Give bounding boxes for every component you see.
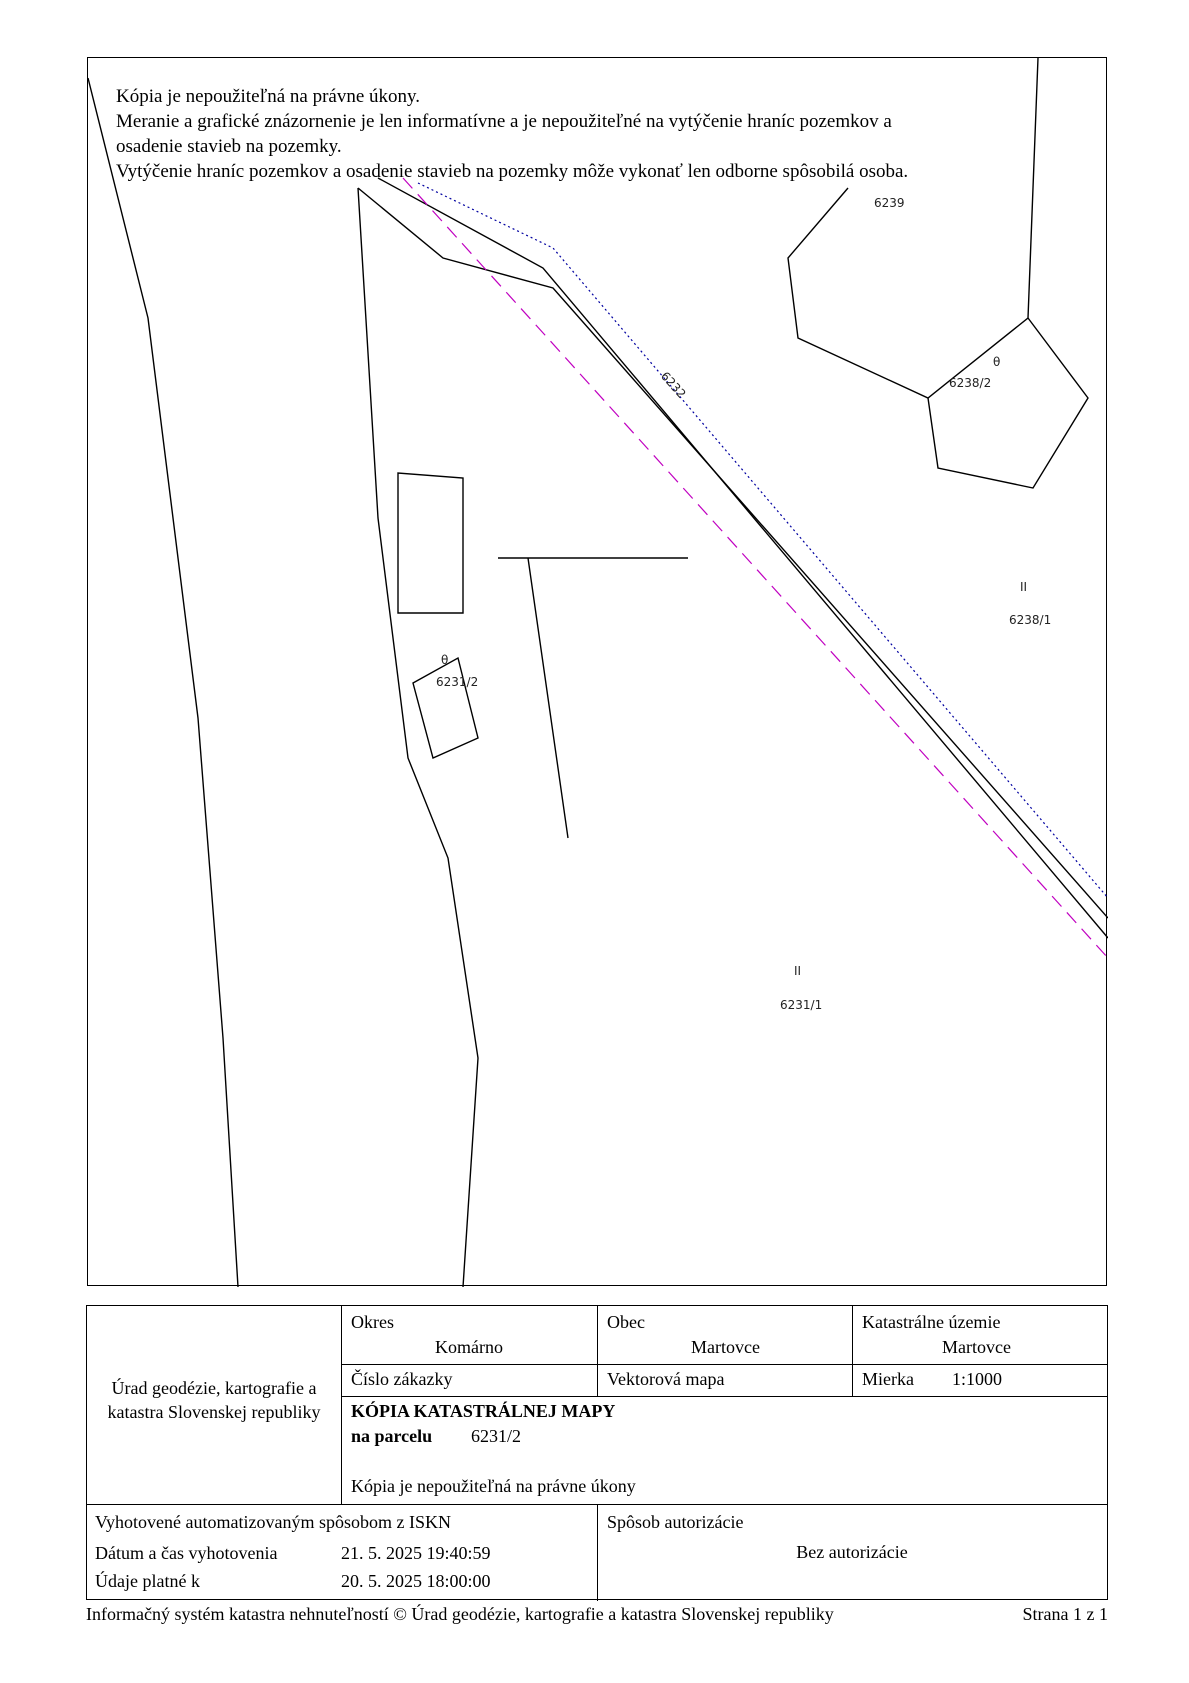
map-drawing (88, 58, 1108, 1287)
authorization-label: Spôsob autorizácie (607, 1512, 744, 1532)
obec-label: Obec (607, 1312, 645, 1332)
central-boundary-line (358, 188, 478, 1287)
notice-line: Meranie a grafické znázornenie je len informatívne a je nepoužiteľné na vytýčenie hraníc pozemkov a (116, 111, 892, 132)
left-boundary-line (88, 78, 238, 1287)
notice-line: Kópia je nepoužiteľná na právne úkony. (116, 86, 421, 107)
authorization-value: Bez autorizácie (796, 1542, 908, 1562)
road-6232-edge (378, 178, 1108, 938)
generated-label: Vyhotovené automatizovaným spôsobom z ISKN (95, 1512, 451, 1532)
dashed-boundary (403, 178, 1108, 958)
obec-value: Martovce (691, 1337, 760, 1357)
parcel-value: 6231/2 (471, 1426, 522, 1446)
okres-label: Okres (351, 1312, 394, 1332)
scale-label: Mierka (862, 1369, 914, 1389)
divider (341, 1364, 1107, 1365)
divider (341, 1396, 1107, 1397)
notice-line: Vytýčenie hraníc pozemkov a osadenie stavieb na pozemky môže vykonať len odborne spôsobilá osoba. (116, 161, 909, 182)
valid-label: Údaje platné k (95, 1571, 200, 1591)
parcel-label-6238-1: 6238/1 (1009, 613, 1052, 627)
parcel-6238-2-outline (928, 318, 1088, 488)
land-use-symbol: II (1020, 580, 1028, 594)
legal-notice (116, 84, 1076, 184)
legal-note: Kópia je nepoužiteľná na právne úkony (351, 1476, 636, 1496)
page-number: Strana 1 z 1 (1022, 1604, 1108, 1624)
road-6232-edge (358, 188, 1108, 918)
parcel-label-6231-2: 6231/2 (436, 675, 479, 689)
dotted-boundary (418, 183, 1108, 898)
land-use-symbol: II (794, 964, 802, 978)
date-label: Dátum a čas vyhotovenia (95, 1543, 278, 1563)
order-number-label: Číslo zákazky (351, 1369, 453, 1389)
title-block (86, 1305, 1108, 1600)
map-type: Vektorová mapa (607, 1369, 725, 1389)
okres-value: Komárno (435, 1337, 503, 1357)
parcel-label-6238-2: 6238/2 (949, 376, 992, 390)
authority-name: Úrad geodézie, kartografie a katastra Slovenskej republiky (107, 1378, 321, 1422)
divider (852, 1306, 853, 1396)
ku-value: Martovce (942, 1337, 1011, 1357)
divider (341, 1306, 342, 1504)
date-value: 21. 5. 2025 19:40:59 (341, 1543, 491, 1563)
parcel-label-6239: 6239 (874, 196, 905, 210)
driveway-outline (498, 558, 688, 838)
land-use-symbol: θ (441, 653, 449, 667)
document-title: KÓPIA KATASTRÁLNEJ MAPY (351, 1401, 616, 1421)
footer-copyright: Informačný systém katastra nehnuteľností © Úrad geodézie, kartografie a katastra Slovenskej republiky (86, 1604, 834, 1624)
parcel-label-6232: 6232 (657, 368, 689, 402)
scale-value: 1:1000 (952, 1369, 1003, 1389)
parcel-label-6231-1: 6231/1 (780, 998, 823, 1012)
divider (87, 1504, 1107, 1505)
valid-value: 20. 5. 2025 18:00:00 (341, 1571, 491, 1591)
notice-line: osadenie stavieb na pozemky. (116, 136, 342, 157)
divider (597, 1306, 598, 1396)
ku-label: Katastrálne územie (862, 1312, 1001, 1332)
land-use-symbol: θ (993, 355, 1001, 369)
parcel-label: na parcelu (351, 1426, 433, 1446)
parcel-6231-2-outline (413, 658, 478, 758)
building-outline (398, 473, 463, 613)
cadastral-map (87, 57, 1107, 1286)
